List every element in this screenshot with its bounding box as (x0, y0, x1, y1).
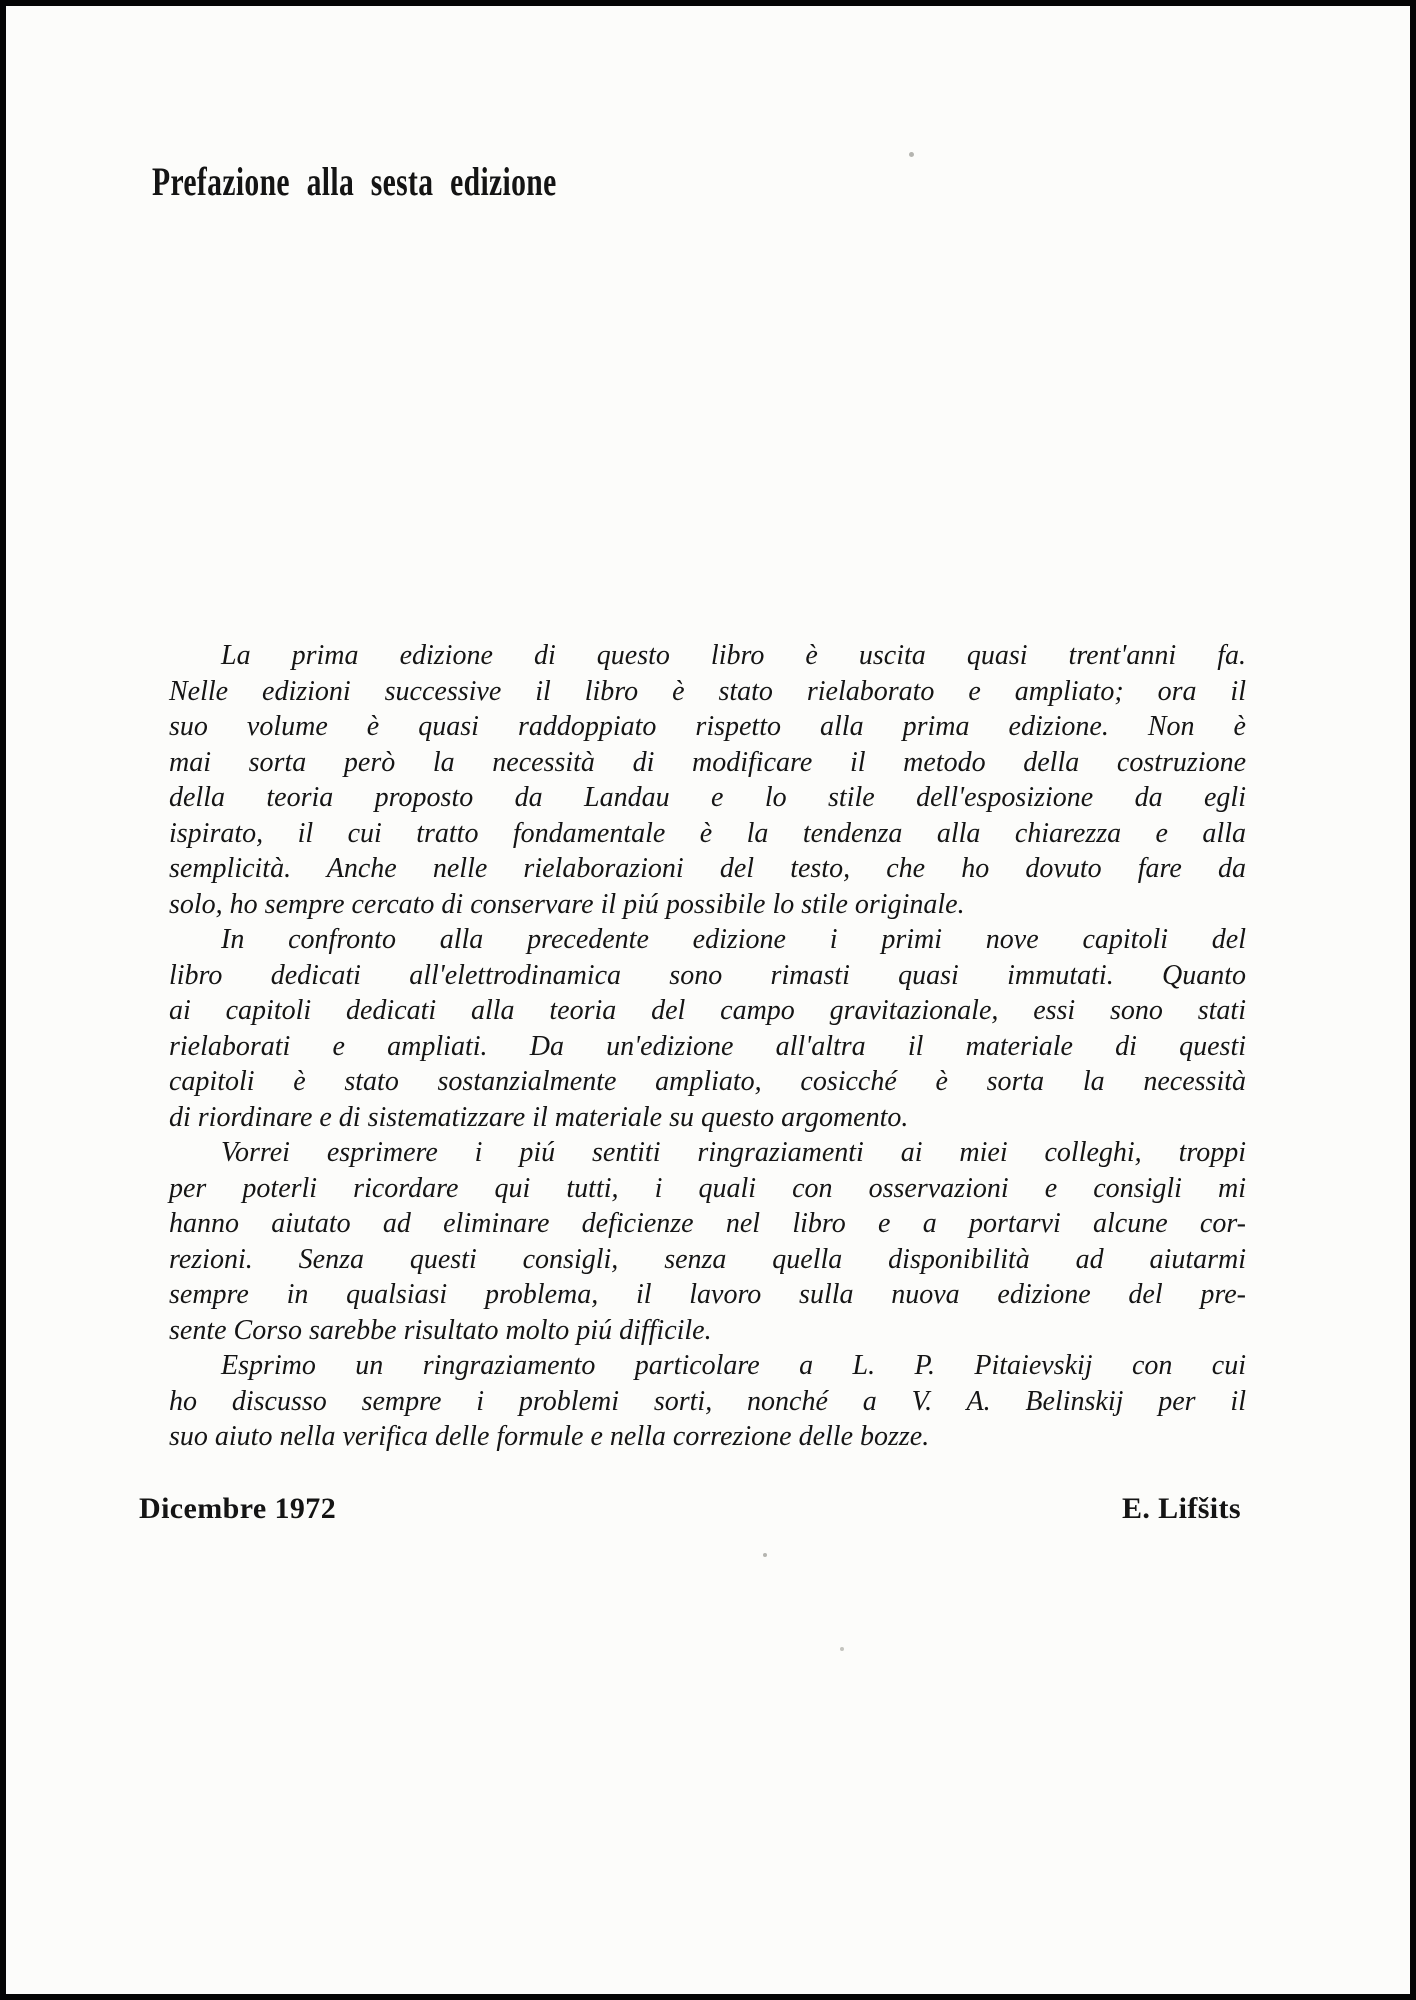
date-label: Dicembre 1972 (139, 1492, 337, 1525)
page-title: Prefazione alla sesta edizione (152, 159, 557, 204)
body-line: di riordinare e di sistematizzare il materiale su questo argomento. (169, 1101, 909, 1133)
body-line: In confronto alla precedente edizione i primi nove capitoli del (221, 924, 1246, 955)
body-line: libro dedicati all'elettrodinamica sono rimasti quasi immutati. Quanto (169, 959, 1246, 991)
body-line: mai sorta però la necessità di modificare il metodo della costruzione (169, 746, 1246, 778)
body-line: Nelle edizioni successive il libro è stato rielaborato e ampliato; ora il (169, 675, 1246, 707)
body-line: per poterli ricordare qui tutti, i quali con osservazioni e consigli mi (169, 1172, 1246, 1204)
body-line: suo volume è quasi raddoppiato rispetto alla prima edizione. Non è (169, 711, 1246, 742)
body-line: Vorrei esprimere i piú sentiti ringraziamenti ai miei colleghi, troppi (221, 1137, 1246, 1168)
body-line: Esprimo un ringraziamento particolare a L. P. Pitaievskij con cui (221, 1350, 1246, 1381)
body-line: della teoria proposto da Landau e lo stile dell'esposizione da egli (169, 782, 1246, 813)
scan-speck (763, 1553, 767, 1557)
signature-row (139, 1492, 1241, 1526)
body-line: hanno aiutato ad eliminare deficienze nel libro e a portarvi alcune cor- (169, 1208, 1246, 1239)
body-line: La prima edizione di questo libro è uscita quasi trent'anni fa. (221, 640, 1246, 671)
author-signature: E. Lifšits (1121, 1492, 1241, 1525)
body-line: sente Corso sarebbe risultato molto piú difficile. (169, 1314, 712, 1346)
body-line: rezioni. Senza questi consigli, senza quella disponibilità ad aiutarmi (169, 1243, 1246, 1275)
body-line: suo aiuto nella verifica delle formule e nella correzione delle bozze. (169, 1421, 930, 1452)
scan-speck (909, 152, 914, 157)
preface-body (169, 638, 1246, 1455)
body-line: ai capitoli dedicati alla teoria del campo gravitazionale, essi sono stati (169, 995, 1246, 1026)
body-line: capitoli è stato sostanzialmente ampliato, cosicché è sorta la necessità (169, 1066, 1246, 1097)
scan-speck (840, 1647, 844, 1651)
body-line: semplicità. Anche nelle rielaborazioni del testo, che ho dovuto fare da (169, 853, 1246, 884)
body-line: sempre in qualsiasi problema, il lavoro sulla nuova edizione del pre- (169, 1279, 1246, 1310)
body-line: solo, ho sempre cercato di conservare il piú possibile lo stile originale. (169, 888, 965, 920)
body-line: rielaborati e ampliati. Da un'edizione all'altra il materiale di questi (169, 1030, 1246, 1062)
body-line: ispirato, il cui tratto fondamentale è la tendenza alla chiarezza e alla (169, 817, 1246, 849)
body-line: ho discusso sempre i problemi sorti, nonché a V. A. Belinskij per il (169, 1385, 1246, 1417)
